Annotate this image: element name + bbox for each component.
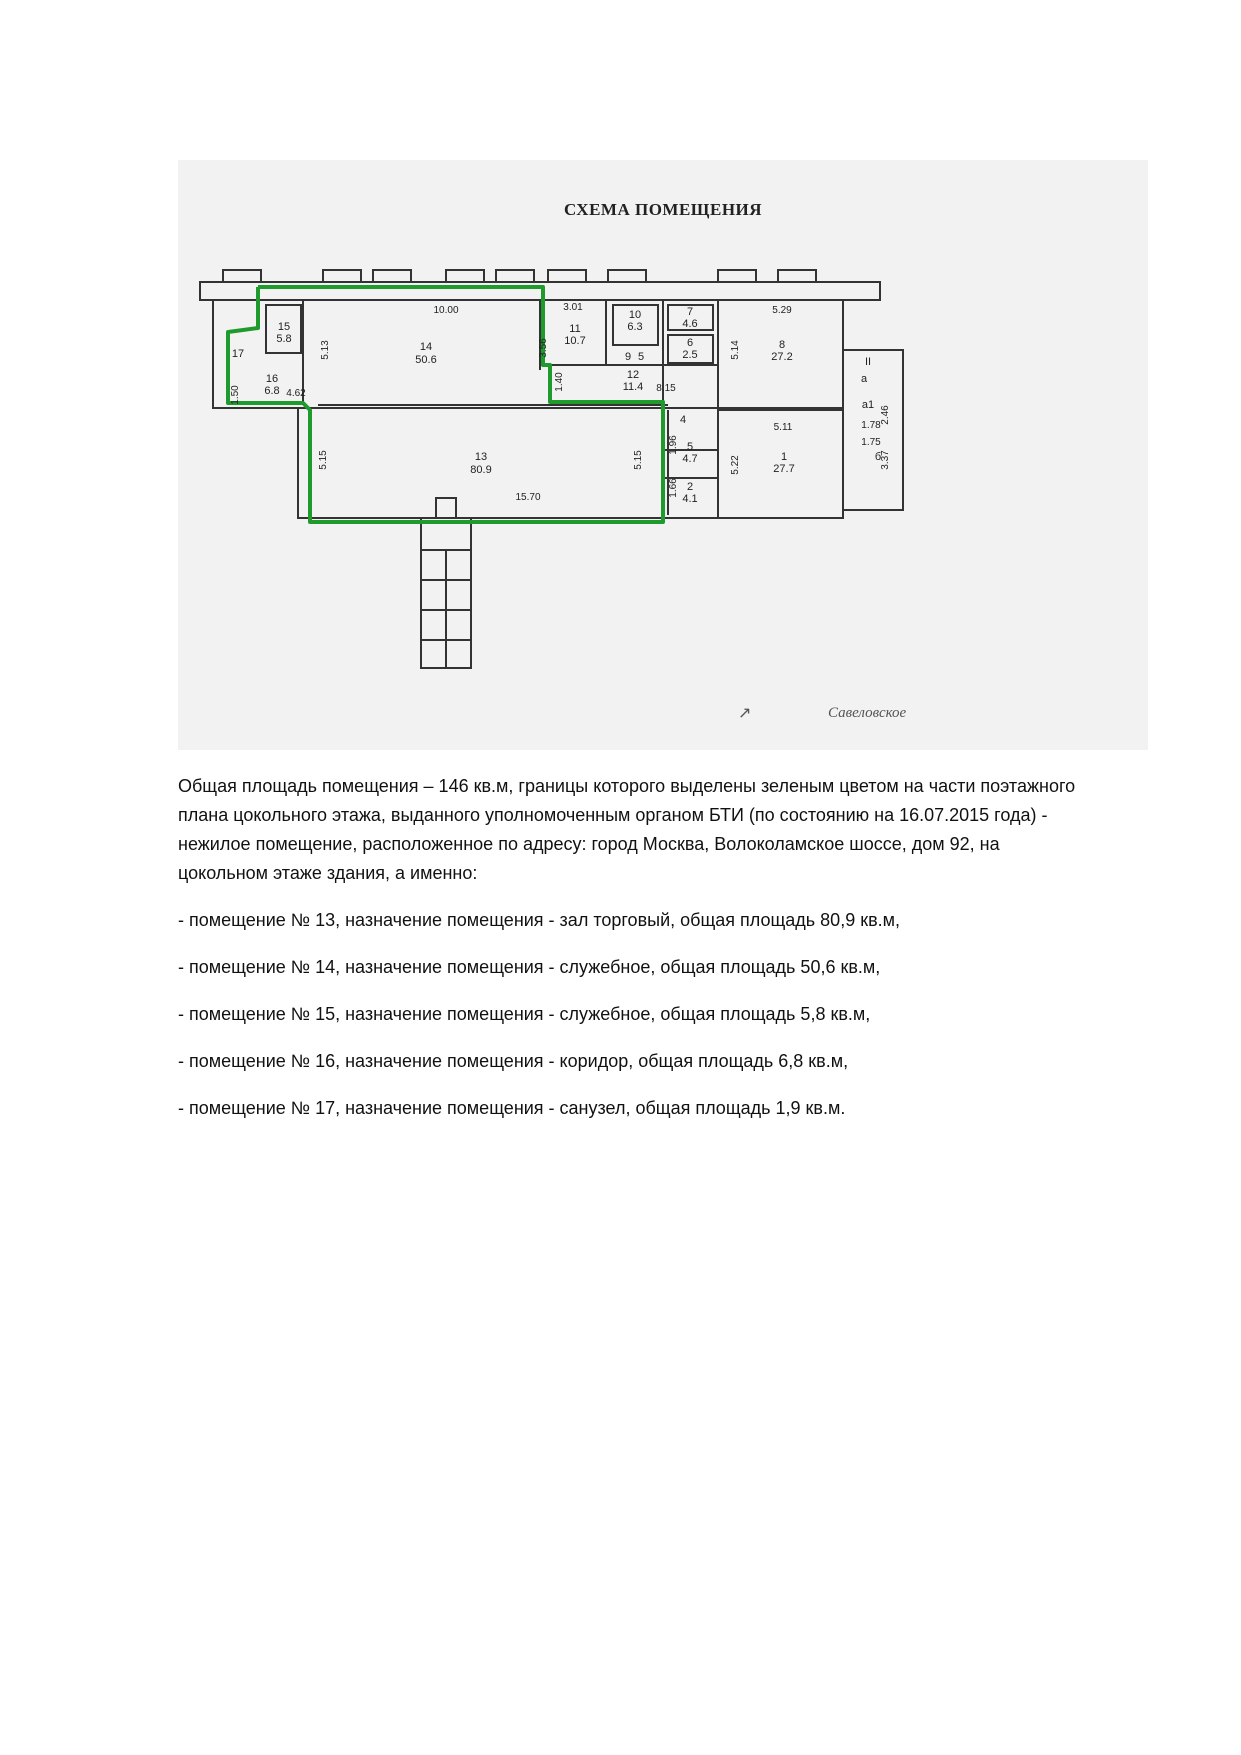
- room-area: 50.6: [415, 354, 437, 366]
- dimension-label: 3.56: [538, 338, 549, 358]
- room-area: 4.1: [682, 493, 698, 505]
- dimension-label: 5.14: [730, 340, 741, 360]
- room-area: 2.5: [682, 349, 698, 361]
- document-text: [178, 772, 1078, 1141]
- room-item-13: - помещение № 13, назначение помещения - зал торговый, общая площадь 80,9 кв.м,: [178, 910, 901, 930]
- dimension-label: 3.37: [880, 450, 891, 470]
- room-area: 80.9: [470, 464, 492, 476]
- dimension-label: 5.15: [318, 450, 329, 470]
- room-no: 14: [419, 341, 433, 353]
- dimension-label: 3.01: [563, 302, 583, 313]
- dimension-label: 5.11: [773, 422, 793, 433]
- street-caption: Савеловское: [828, 705, 907, 721]
- room-no: 15: [277, 321, 291, 333]
- room-area: 27.7: [773, 463, 795, 475]
- room-area: 27.2: [771, 351, 793, 363]
- room-area: 6.3: [627, 321, 643, 333]
- dimension-label: 4.62: [286, 388, 306, 399]
- dimension-label: 1.75: [861, 437, 881, 448]
- room-no: б: [874, 451, 882, 463]
- room-no: 6: [686, 337, 694, 349]
- room-item-14: - помещение № 14, назначение помещения - служебное, общая площадь 50,6 кв.м,: [178, 957, 881, 977]
- room-no: II: [864, 356, 872, 368]
- plan-title: СХЕМА ПОМЕЩЕНИЯ: [563, 200, 763, 219]
- room-area: 10.7: [564, 335, 586, 347]
- room-no: 8: [778, 339, 786, 351]
- dimension-label: 10.00: [433, 305, 459, 316]
- dimension-label: 1.66: [668, 478, 679, 498]
- room-area: 6.8: [264, 385, 280, 397]
- room-item-16: - помещение № 16, назначение помещения - коридор, общая площадь 6,8 кв.м,: [178, 1051, 849, 1071]
- room-no: 9: [624, 351, 632, 363]
- dimension-label: 5.15: [633, 450, 644, 470]
- room-no: 17: [231, 348, 245, 360]
- room-no: a1: [861, 399, 875, 411]
- room-item-15: - помещение № 15, назначение помещения - служебное, общая площадь 5,8 кв.м,: [178, 1004, 871, 1024]
- room-no: 13: [474, 451, 488, 463]
- room-area: 5.8: [276, 333, 292, 345]
- dimension-label: 1.78: [861, 420, 881, 431]
- room-no: 16: [265, 373, 279, 385]
- room-area: 4.6: [682, 318, 698, 330]
- room-no: 10: [628, 309, 642, 321]
- street-direction-icon: ↗: [738, 705, 752, 722]
- dimension-label: 1.40: [554, 372, 565, 392]
- room-area: 11.4: [622, 381, 644, 393]
- dimension-label: 5.29: [772, 305, 792, 316]
- dimension-label: 2.46: [880, 405, 891, 425]
- dimension-label: 1.96: [668, 435, 679, 455]
- room-no: 5: [686, 441, 694, 453]
- floor-plan: [178, 160, 1148, 750]
- dimension-label: 8.15: [656, 383, 676, 394]
- room-no: a: [860, 373, 868, 385]
- room-no: 11: [569, 323, 581, 335]
- dimension-label: 15.70: [515, 492, 541, 503]
- room-no: 1: [780, 451, 788, 463]
- dimension-label: 5.13: [320, 340, 331, 360]
- room-no: 7: [686, 306, 694, 318]
- room-no: 4: [679, 414, 687, 426]
- room-no: 2: [686, 481, 694, 493]
- room-area: 5: [637, 351, 645, 363]
- room-area: 4.7: [682, 453, 698, 465]
- room-item-17: - помещение № 17, назначение помещения - санузел, общая площадь 1,9 кв.м.: [178, 1098, 846, 1118]
- dimension-label: 1.50: [230, 385, 241, 405]
- room-no: 12: [626, 369, 640, 381]
- dimension-label: 5.22: [730, 455, 741, 475]
- intro-paragraph: Общая площадь помещения – 146 кв.м, границы которого выделены зеленым цветом на части поэтажного плана цокольного этажа, выданного уполномоченным органом БТИ (по состоянию на 16.07.2015 года) - нежилое помещение, расположенное по адресу: город Москва, Волоколамское шоссе, дом 92, на цокольном этаже здания, а именно:: [178, 776, 1076, 883]
